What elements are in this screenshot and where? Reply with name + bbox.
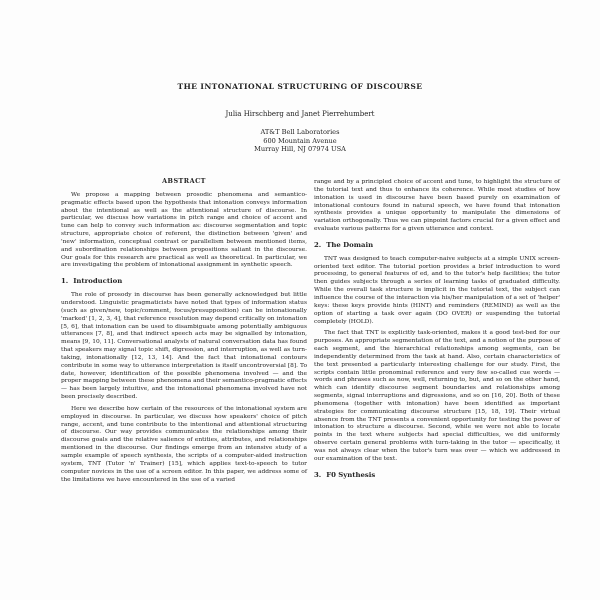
- abstract-text: We propose a mapping between prosodic phenomena and semantico-pragmatic effects based upon the hypothesis that intonation conveys information about the intentional as well as the attentional structure of discourse. In particular, we discuss how variations in pitch range and choice of accent and tune can help to convey such information as: discourse segmentation and topic structure, appropriate choice of referent, the distinction between 'given' and 'new' information, conceptual contrast or parallelism between mentioned items, and subordination relationships between propositions saliant in the discourse. Our goals for this research are practical as well as theoretical. In particular, we are investigating the problem of intonational assignment in synthetic speech.: [61, 191, 307, 269]
- section-heading-domain: [314, 242, 560, 250]
- affiliation-line: AT&T Bell Laboratories: [260, 128, 340, 136]
- section-heading-introduction: [61, 278, 307, 286]
- section-title: F0 Synthesis: [326, 470, 376, 479]
- section-number: 2.: [314, 240, 322, 249]
- section-title: The Domain: [326, 240, 374, 249]
- section-number: 3.: [314, 470, 322, 479]
- affiliation-line: 600 Mountain Avenue: [263, 136, 337, 145]
- affiliation: [0, 128, 600, 154]
- paragraph: TNT was designed to teach computer-naive subjects at a simple UNIX screen-oriented text editor. The tutorial portion provides a brief introduction to word processing, to general features of ed, and to the tutor's help facilities; the tutor then guides subjects through a series of learning tasks of graduated difficulty. While the overall task structure is implicit in the tutorial text, the subject can influence the course of the interaction via his/her manipulation of a set of 'helper' keys: these keys provide hints (HINT) and reminders (REMIND) as well as the option of starting a task over again (DO OVER) or suspending the tutorial completely (HOLD).: [314, 255, 560, 325]
- paper-authors: Julia Hirschberg and Janet Pierrehumbert: [225, 110, 375, 118]
- section-title: Introduction: [73, 277, 123, 286]
- paper-title: THE INTONATIONAL STRUCTURING OF DISCOURSE: [177, 82, 423, 91]
- paragraph: range and by a principled choice of accent and tune, to highlight the structure of the tutorial text and thus to enhance its coherence. While most studies of how intonation is used in discourse have been based purely on examination of intonational contours found in natural speech, we have found that intonation synthesis provides a unique opportunity to manipulate the dimensions of variation orthogonally. Thus we can pinpoint factors crucial for a given effect and evaluate various patterns for a given utterance and context.: [314, 179, 560, 233]
- abstract: [61, 178, 307, 270]
- left-column: [61, 178, 307, 488]
- paragraph: Here we describe how certain of the resources of the intonational system are employed in discourse. In particular, we discuss how speakers' choice of pitch range, accent, and tune contribute to the intentional and attentional structuring of discourse. Our way provides communicates the relationships among their discourse goals and the relative salience of entities, attributes, and relationships mentioned in the discourse. Our findings emerge from an intensive study of a sample example of speech synthesis, the scripts of a computer-aided instruction system, TNT (Tutor 'n' Trainer) [15], which applies text-to-speech to tutor computer novices in the use of a screen editor. In this paper, we address some of the limitations we have encountered in the use of a varied: [61, 405, 307, 483]
- section-number: 1.: [61, 277, 69, 286]
- affiliation-line: Murray Hill, NJ 07974 USA: [254, 145, 346, 154]
- right-column: [314, 179, 560, 486]
- section-heading-f0-synthesis: [314, 472, 560, 480]
- paragraph: The role of prosody in discourse has been generally acknowledged but little understood. Linguistic pragmaticists have noted that types of information status (such as given/new, topic/comment, focus/presupposition) can be intonationally 'marked' [1, 2, 3, 4], that reference resolution may depend critically on intonation [5, 6], that intonation can be used to disambiguate among potentially ambiguous utterances [7, 8], and that indirect speech acts may be signalled by intonation, means [9, 10, 11]. Conversational analysts of natural conversation data has found that speakers may signal topic shift, digression, and interruption, as well as turn-taking, intonationally [12, 13, 14]. And the fact that intonational contours contribute in some way to utterance interpretation is itself uncontroversial [8]. To date, however, identification of the possible phenomena involved — and the proper mapping between these phenomena and their semantico-pragmatic effects — has been largely intuitive, and the intonational phenomena involved have not been precisely described.: [61, 292, 307, 401]
- paragraph: The fact that TNT is explicitly task-oriented, makes it a good test-bed for our purposes. An appropriate segmentation of the text, and a notion of the purpose of each segment, and the hierarchical relationships among segments, can be independently determined from the task at hand. Also, certain characteristics of the text presented a particularly interesting challenge for our study. First, the scripts contain little pronominal reference and very few so-called cue words — words and phrases such as now, well, returning to, but, and so on the other hand, which can identify discourse segment boundaries and relationships among segments, signal interruptions and digressions, and so on [16, 20]. Both of these phenomena (together with intonation) have been identified as important strategies for communicating discourse structure [15, 18, 19]. Their virtual absence from the TNT presents a convenient opportunity for testing the power of intonation to structure a discourse. Second, while we were not able to locate points in the text where subjects had special difficulties, we did uniformly observe certain general problems with turn-taking in the tutor — specifically, it was not always clear when the tutor's turn was over — which we addressed in our examination of the text.: [314, 330, 560, 462]
- abstract-heading: ABSTRACT: [162, 177, 206, 185]
